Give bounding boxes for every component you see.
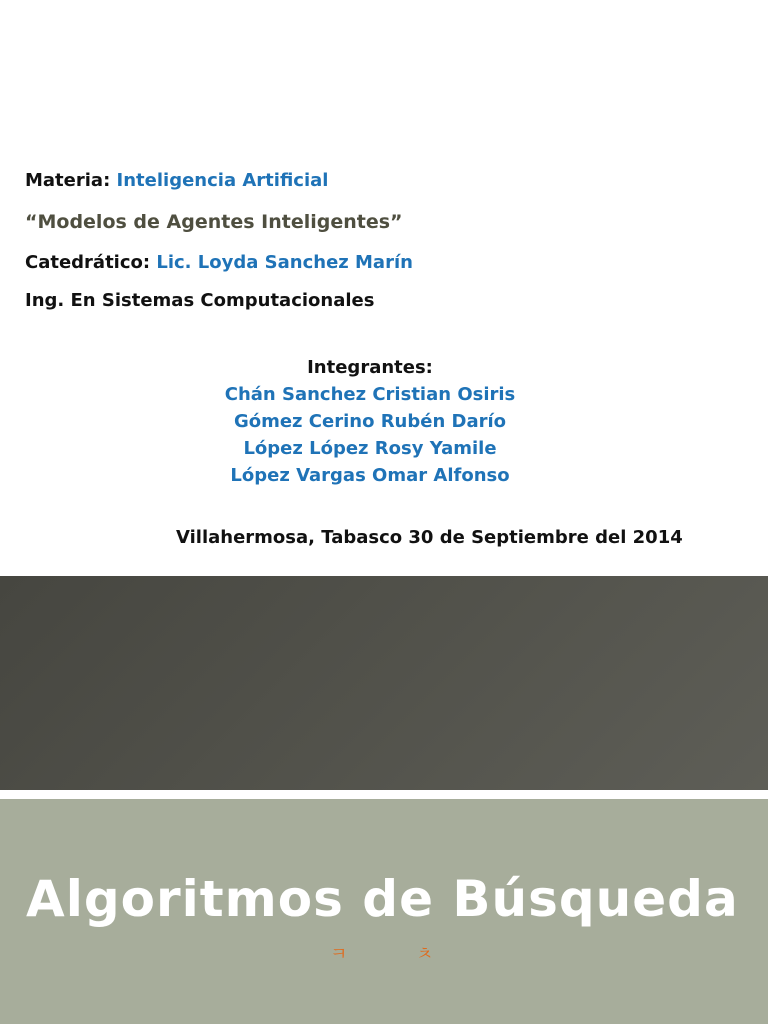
carrera-line: Ing. En Sistemas Computacionales [25,290,375,311]
catedratico-value: Lic. Loyda Sanchez Marín [156,252,413,273]
materia-value: Inteligencia Artificial [116,170,329,191]
member-item: López Vargas Omar Alfonso [230,465,510,486]
divider [0,790,768,799]
integrantes-heading: Integrantes: [307,357,433,378]
glyph-mark: ㅊ [416,944,434,965]
catedratico-label: Catedrático: [25,252,151,273]
materia-label: Materia: [25,170,111,191]
dark-banner [0,576,768,790]
materia-line [25,170,328,191]
member-item: López López Rosy Yamile [243,438,497,459]
member-item: Chán Sanchez Cristian Osiris [224,384,516,405]
catedratico-line [25,252,413,273]
glyph-mark: ㅋ [330,944,348,965]
document-title: “Modelos de Agentes Inteligentes” [25,211,403,233]
member-item: Gómez Cerino Rubén Darío [233,411,507,432]
slide-title: Algoritmos de Búsqueda [26,870,739,928]
place-date: Villahermosa, Tabasco 30 de Septiembre del 2014 [176,527,683,548]
integrantes-block [0,354,740,489]
